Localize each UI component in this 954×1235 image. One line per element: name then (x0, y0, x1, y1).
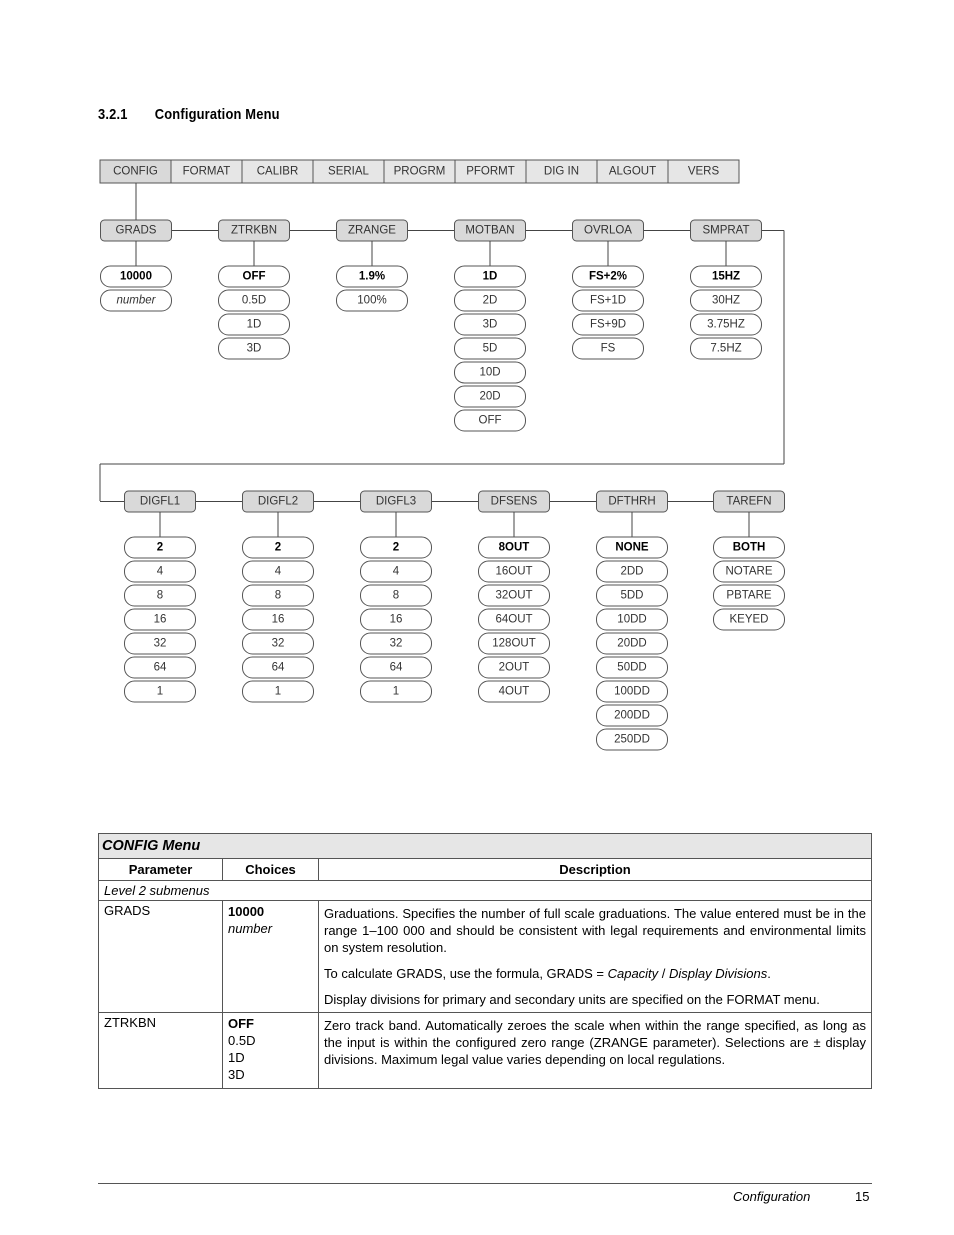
option-label: FS+2% (588, 270, 628, 283)
option-label: number (116, 294, 156, 307)
description-formula: To calculate GRADS, use the formula, GRADS = Capacity / Display Divisions. (324, 966, 771, 981)
description-cell (319, 1013, 872, 1089)
option-label: 2D (482, 294, 498, 307)
option-label: 64 (271, 661, 285, 674)
option-label: 2 (392, 541, 400, 554)
option-label: 2OUT (498, 661, 530, 674)
option-label: 250DD (614, 733, 650, 746)
submenu-label: DIGFL1 (139, 495, 181, 508)
option-label: 64 (389, 661, 403, 674)
submenu-label: DFTHRH (608, 495, 656, 508)
option-label: BOTH (732, 541, 766, 554)
option-label: 2 (274, 541, 282, 554)
description-cell (319, 901, 872, 1013)
option-label: 1.9% (358, 270, 386, 283)
menu-tab-label: CALIBR (256, 165, 299, 178)
param-cell: ZTRKBN (99, 1013, 223, 1089)
option-label: 1 (274, 685, 282, 698)
option-label: 30HZ (711, 294, 741, 307)
table-subheading: Level 2 submenus (99, 881, 872, 901)
menu-tab-label: VERS (687, 165, 720, 178)
submenu-label: GRADS (115, 224, 157, 237)
option-label: 15HZ (711, 270, 741, 283)
header-description: Description (319, 859, 872, 881)
option-label: 16 (153, 613, 167, 626)
section-number: 3.2.1 (98, 106, 128, 123)
submenu-label: TAREFN (726, 495, 772, 508)
menu-tab-label: DIG IN (543, 165, 580, 178)
option-label: 200DD (614, 709, 650, 722)
choice-default: 10000 (228, 904, 265, 919)
option-label: FS+9D (589, 318, 627, 331)
option-label: OFF (242, 270, 266, 283)
option-label: 4OUT (498, 685, 530, 698)
param-cell: GRADS (99, 901, 223, 1013)
option-label: 32 (153, 637, 167, 650)
choice-default: OFF (228, 1016, 254, 1031)
option-label: 2 (156, 541, 164, 554)
option-label: 50DD (617, 661, 647, 674)
menu-tab-label: SERIAL (328, 165, 369, 178)
option-label: 20DD (617, 637, 647, 650)
option-label: 2DD (620, 565, 644, 578)
option-label: 10DD (617, 613, 647, 626)
config-menu-table (98, 833, 872, 1089)
option-label: 64 (153, 661, 167, 674)
choice: 1D (228, 1050, 245, 1065)
option-label: 5DD (620, 589, 644, 602)
submenu-label: MOTBAN (465, 224, 515, 237)
submenu-label: OVRLOA (584, 224, 632, 237)
menu-tab-label: FORMAT (182, 165, 231, 178)
option-label: 20D (479, 390, 501, 403)
option-label: 1 (392, 685, 400, 698)
option-label: 7.5HZ (710, 342, 742, 355)
submenu-label: SMPRAT (702, 224, 750, 237)
option-label: 8 (156, 589, 164, 602)
option-label: 1D (482, 270, 498, 283)
choices-cell (223, 901, 319, 1013)
footer-section: Configuration (733, 1189, 811, 1204)
option-label: KEYED (729, 613, 769, 626)
option-label: 4 (392, 565, 400, 578)
choice: 3D (228, 1067, 245, 1082)
header-choices: Choices (223, 859, 319, 881)
option-label: 3.75HZ (707, 318, 745, 331)
option-label: 64OUT (495, 613, 533, 626)
description-text: Display divisions for primary and secondary units are specified on the FORMAT menu. (324, 992, 820, 1007)
description-text: Graduations. Specifies the number of full scale graduations. The value entered must be in the range 1–100 000 and should be consistent with legal requirements and environmental limits on system resolution. (324, 906, 866, 955)
option-label: 32OUT (495, 589, 533, 602)
option-label: 5D (482, 342, 498, 355)
option-label: OFF (478, 414, 502, 427)
submenu-label: DFSENS (490, 495, 538, 508)
option-label: NOTARE (725, 565, 773, 578)
header-parameter: Parameter (99, 859, 223, 881)
table-title: CONFIG Menu (99, 834, 872, 859)
option-label: 32 (271, 637, 285, 650)
option-label: 1 (156, 685, 164, 698)
option-label: 8 (392, 589, 400, 602)
option-label: 3D (482, 318, 498, 331)
menu-tab-label: PFORMT (466, 165, 515, 178)
choice: number (228, 921, 273, 936)
menu-tab-label: ALGOUT (608, 165, 657, 178)
choice: 0.5D (228, 1033, 256, 1048)
section-title: Configuration Menu (154, 106, 280, 123)
option-label: FS (600, 342, 616, 355)
option-label: 8 (274, 589, 282, 602)
option-label: 10000 (120, 270, 152, 283)
option-label: 10D (479, 366, 501, 379)
option-label: 128OUT (492, 637, 536, 650)
table-row (99, 901, 872, 1013)
footer-rule (98, 1183, 872, 1184)
menu-tab-label: PROGRM (393, 165, 446, 178)
option-label: 8OUT (498, 541, 530, 554)
option-label: 100% (357, 294, 387, 307)
submenu-label: ZTRKBN (231, 224, 277, 237)
option-label: 0.5D (241, 294, 267, 307)
option-label: FS+1D (589, 294, 627, 307)
option-label: 16 (389, 613, 403, 626)
submenu-label: DIGFL2 (257, 495, 299, 508)
description-text: Zero track band. Automatically zeroes the scale when within the range specified, as long as the input is within the configured zero range (ZRANGE parameter). Selections are ± display divisions. Maximum legal value varies depending on local regulations. (324, 1018, 866, 1067)
option-label: 16OUT (495, 565, 533, 578)
option-label: PBTARE (726, 589, 772, 602)
option-label: 16 (271, 613, 285, 626)
option-label: 1D (246, 318, 262, 331)
choices-cell (223, 1013, 319, 1089)
table-row (99, 1013, 872, 1089)
menu-tab-label: CONFIG (113, 165, 158, 178)
page-number: 15 (855, 1189, 870, 1204)
option-label: 3D (246, 342, 262, 355)
option-label: 4 (274, 565, 282, 578)
option-label: 4 (156, 565, 164, 578)
option-label: 32 (389, 637, 403, 650)
submenu-label: DIGFL3 (375, 495, 417, 508)
option-label: NONE (615, 541, 649, 554)
submenu-label: ZRANGE (348, 224, 396, 237)
option-label: 100DD (614, 685, 650, 698)
